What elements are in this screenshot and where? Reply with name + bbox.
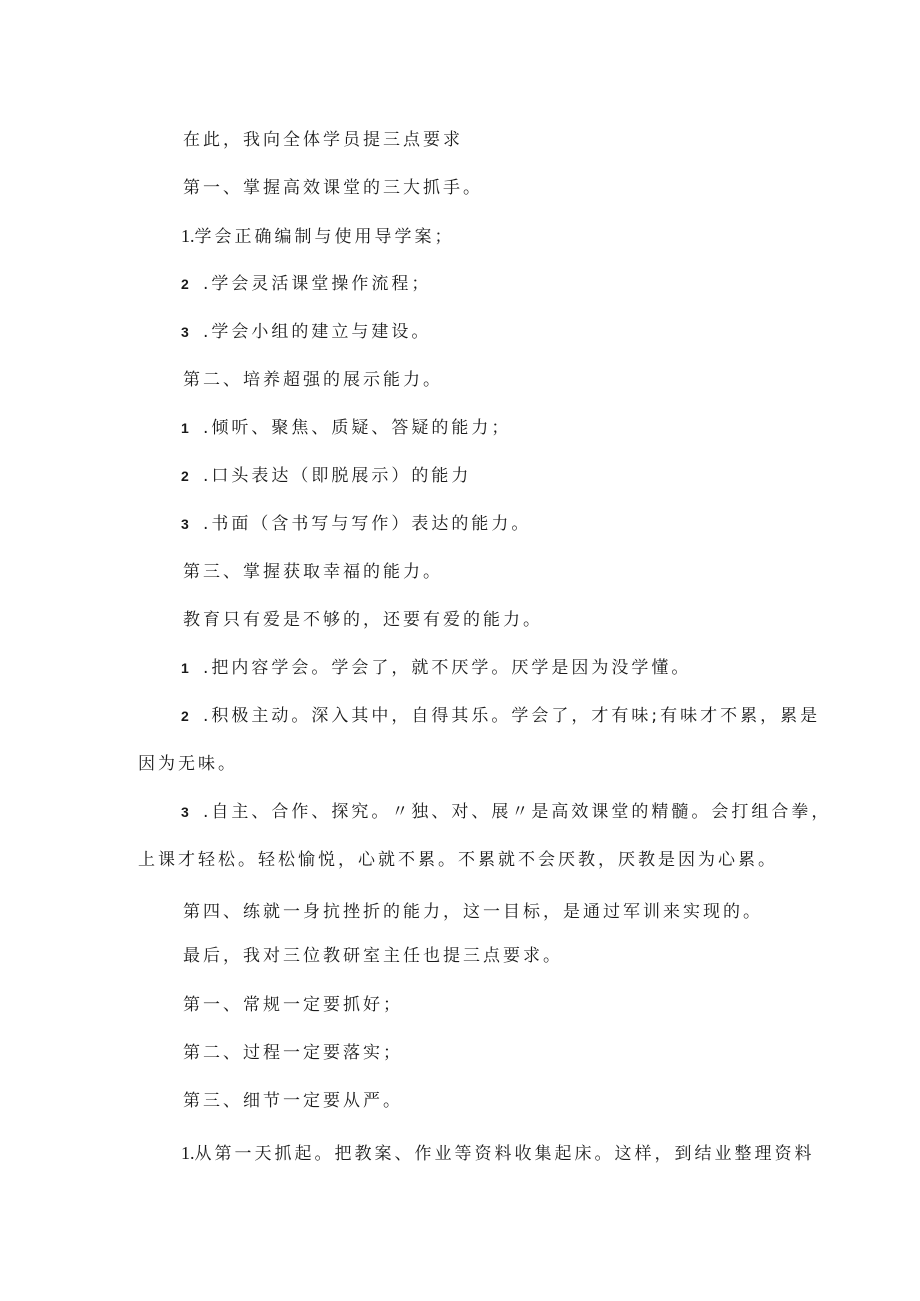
- list-number: 1.: [181, 1143, 195, 1163]
- list-item: [181, 656, 691, 680]
- list-item: [181, 704, 820, 728]
- line-text: 第三、掌握获取幸福的能力。: [183, 562, 443, 582]
- line-text: 第四、练就一身抗挫折的能力，这一目标，是通过军训来实现的。: [183, 902, 763, 922]
- line-text: 第二、培养超强的展示能力。: [183, 370, 443, 390]
- paragraph-continuation: [138, 848, 778, 872]
- line-text: .学会小组的建立与建设。: [203, 322, 432, 342]
- line-text: 因为无味。: [138, 754, 238, 774]
- line-text: 第一、掌握高效课堂的三大抓手。: [183, 178, 483, 198]
- list-number: 2: [181, 276, 189, 292]
- list-item: [181, 320, 431, 344]
- requirement-second: [183, 1041, 403, 1065]
- requirement-third: [183, 1089, 403, 1113]
- heading-first: [183, 176, 483, 200]
- list-number: 2: [181, 708, 189, 724]
- list-number: 2: [181, 468, 189, 484]
- line-text: .积极主动。深入其中，自得其乐。学会了，才有味;有味才不累，累是: [203, 706, 821, 726]
- list-item: [181, 800, 831, 824]
- list-number: 1: [181, 660, 189, 676]
- paragraph: [183, 608, 543, 632]
- list-number: 3: [181, 804, 189, 820]
- list-number: 3: [181, 324, 189, 340]
- requirement-first: [183, 993, 403, 1017]
- line-text: .书面（含书写与写作）表达的能力。: [203, 514, 532, 534]
- paragraph-intro: [183, 128, 463, 152]
- list-item: [181, 224, 455, 249]
- line-text: .倾听、聚焦、质疑、答疑的能力；: [203, 418, 512, 438]
- line-text: .学会灵活课堂操作流程；: [203, 274, 432, 294]
- list-item: [181, 272, 431, 296]
- list-number: 1: [181, 420, 189, 436]
- list-item: [181, 416, 511, 440]
- line-text: 教育只有爱是不够的，还要有爱的能力。: [183, 610, 543, 630]
- line-text: 学会正确编制与使用导学案；: [194, 227, 455, 247]
- list-number: 1.: [181, 226, 195, 246]
- heading-third: [183, 560, 443, 584]
- line-text: .把内容学会。学会了，就不厌学。厌学是因为没学懂。: [203, 658, 692, 678]
- line-text: 第三、细节一定要从严。: [183, 1091, 403, 1111]
- heading-fourth: [183, 900, 763, 924]
- line-text: 最后，我对三位教研室主任也提三点要求。: [183, 946, 563, 966]
- line-text: 第一、常规一定要抓好；: [183, 995, 403, 1015]
- list-item: [181, 1141, 815, 1166]
- list-item: [181, 464, 471, 488]
- line-text: .自主、合作、探究。〃独、对、展〃是高效课堂的精髓。会打组合拳，: [203, 802, 832, 822]
- line-text: 从第一天抓起。把教案、作业等资料收集起床。这样，到结业整理资料: [194, 1144, 815, 1164]
- line-text: .口头表达（即脱展示）的能力: [203, 466, 472, 486]
- paragraph-continuation: [138, 752, 238, 776]
- list-item: [181, 512, 531, 536]
- line-text: 第二、过程一定要落实；: [183, 1043, 403, 1063]
- line-text: 上课才轻松。轻松愉悦，心就不累。不累就不会厌教，厌教是因为心累。: [138, 850, 778, 870]
- line-text: 在此，我向全体学员提三点要求: [183, 130, 463, 150]
- heading-second: [183, 368, 443, 392]
- list-number: 3: [181, 516, 189, 532]
- paragraph: [183, 944, 563, 968]
